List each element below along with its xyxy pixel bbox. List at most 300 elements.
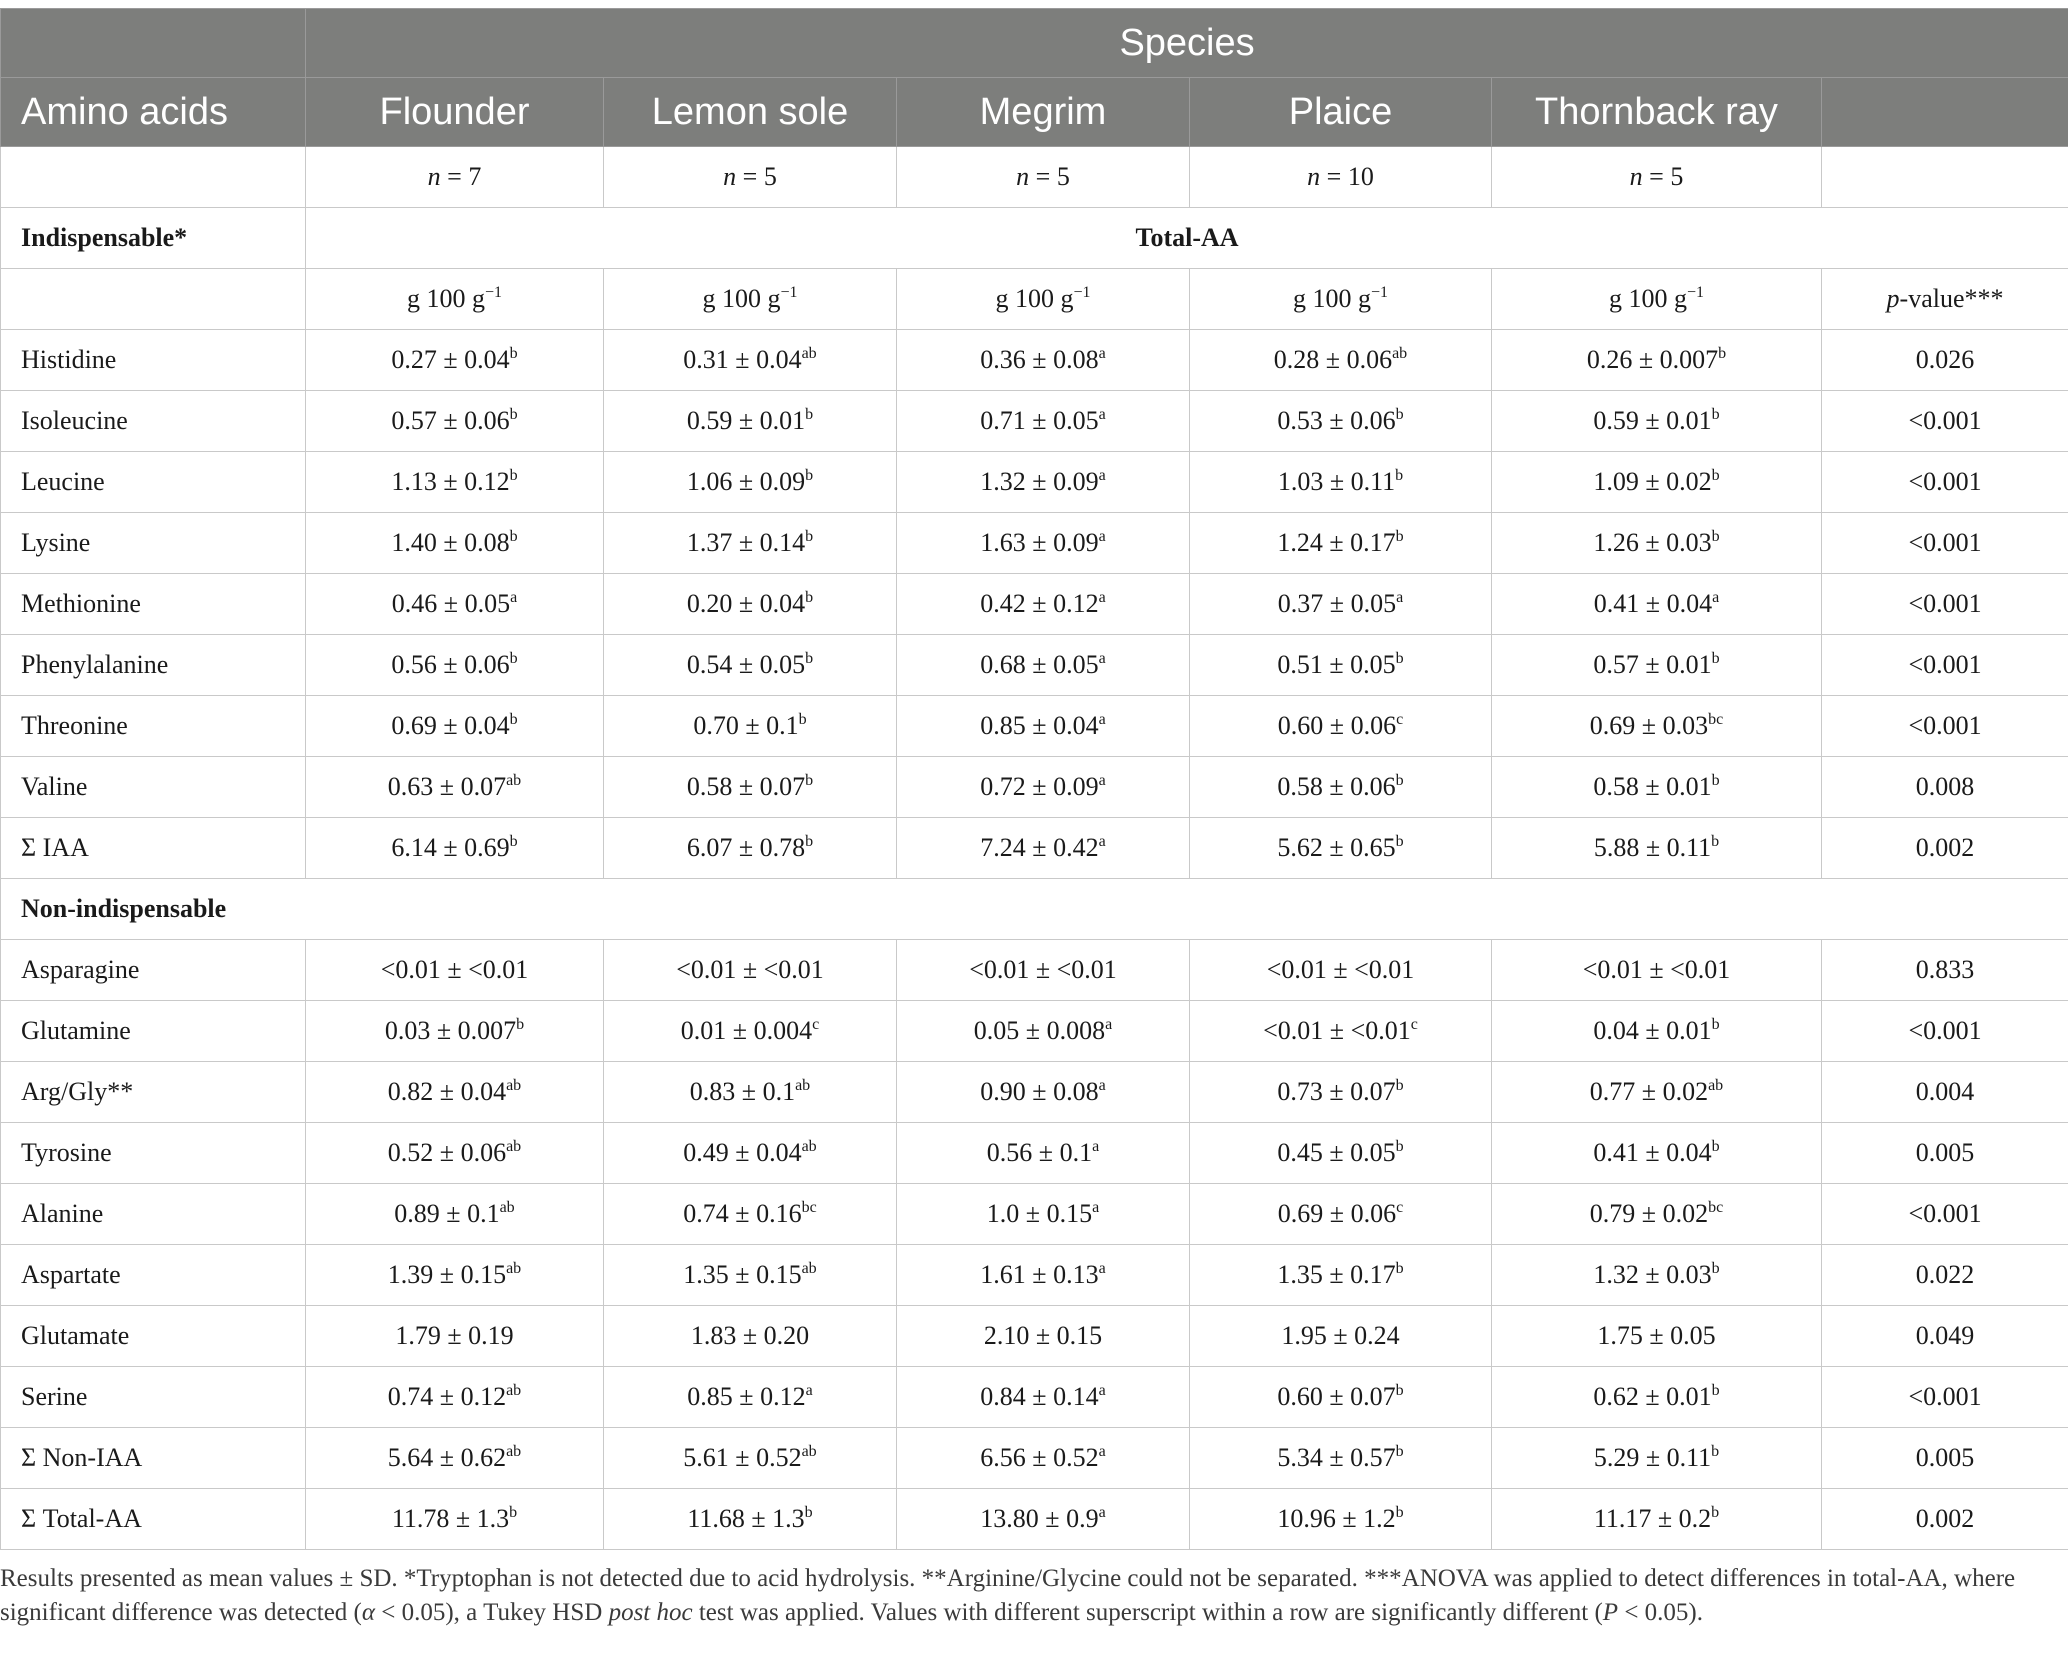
amino-acid-name: Glutamate [1,1306,306,1367]
value-cell [306,1184,604,1245]
significance-letter: b [1711,1138,1720,1155]
mean-sd-value: 0.56 ± 0.06 [391,650,510,679]
mean-sd-value: 0.60 ± 0.06 [1277,711,1397,740]
significance-letter: a [1098,345,1106,362]
value-cell [604,452,897,513]
mean-sd-value: 1.75 ± 0.05 [1597,1321,1716,1350]
significance-letter: ab [795,1077,811,1094]
table-row [1,757,2068,818]
value-cell [1492,513,1822,574]
value-cell [306,757,604,818]
value-cell [604,635,897,696]
mean-sd-value: 0.59 ± 0.01 [1593,406,1712,435]
column-header-row [1,78,2068,147]
amino-acid-name: Arg/Gly** [1,1062,306,1123]
value-cell [1190,757,1492,818]
table-row [1,1428,2068,1489]
significance-letter: a [1098,711,1106,728]
amino-acid-name: Threonine [1,696,306,757]
significance-letter: a [1098,650,1106,667]
value-cell [897,513,1190,574]
table-row [1,1367,2068,1428]
p-value-cell: <0.001 [1822,513,2068,574]
mean-sd-value: 1.13 ± 0.12 [391,467,510,496]
significance-letter: ab [801,345,817,362]
significance-letter: ab [1392,345,1408,362]
significance-letter: b [509,711,518,728]
value-cell [306,1123,604,1184]
amino-acid-name: Isoleucine [1,391,306,452]
mean-sd-value: 5.29 ± 0.11 [1593,1443,1712,1472]
p-value-cell: 0.833 [1822,940,2068,1001]
mean-sd-value: 0.41 ± 0.04 [1593,1138,1712,1167]
value-cell [604,1306,897,1367]
significance-letter: b [1711,1443,1720,1460]
value-cell [1190,513,1492,574]
significance-letter: a [1098,589,1106,606]
value-cell [1190,391,1492,452]
amino-acid-name: Phenylalanine [1,635,306,696]
significance-letter: b [1711,650,1720,667]
significance-letter: a [1092,1138,1100,1155]
significance-letter: ab [506,1077,522,1094]
significance-letter: b [1395,650,1404,667]
amino-acid-name: Σ Total-AA [1,1489,306,1550]
mean-sd-value: 0.28 ± 0.06 [1273,345,1393,374]
table-row [1,574,2068,635]
p-value-cell: <0.001 [1822,1367,2068,1428]
significance-letter: b [1711,1260,1720,1277]
value-cell [1190,696,1492,757]
mean-sd-value: 0.90 ± 0.08 [980,1077,1099,1106]
mean-sd-value: 0.04 ± 0.01 [1593,1016,1712,1045]
significance-letter: b [805,528,814,545]
mean-sd-value: 0.85 ± 0.12 [687,1382,806,1411]
table-row [1,391,2068,452]
value-cell [306,1489,604,1550]
mean-sd-value: <0.01 ± <0.01 [1582,955,1731,984]
value-cell [1190,1062,1492,1123]
mean-sd-value: 1.03 ± 0.11 [1277,467,1396,496]
mean-sd-value: 6.14 ± 0.69 [391,833,510,862]
value-cell [1190,330,1492,391]
significance-letter: b [516,1016,525,1033]
amino-acid-name: Σ IAA [1,818,306,879]
value-cell [306,696,604,757]
unit-cell: g 100 $g^{-1}$ [1492,269,1822,330]
value-cell [1190,1001,1492,1062]
value-cell [1492,940,1822,1001]
value-cell [1492,1001,1822,1062]
value-cell [306,452,604,513]
amino-acid-name: Σ Non-IAA [1,1428,306,1489]
significance-letter: b [1395,772,1404,789]
value-cell [1492,1306,1822,1367]
value-cell [306,1306,604,1367]
species-flounder-header: Flounder [306,78,604,147]
value-cell [1492,1428,1822,1489]
value-cell [897,1184,1190,1245]
mean-sd-value: 0.63 ± 0.07 [387,772,507,801]
value-cell [897,757,1190,818]
significance-letter: a [1098,406,1106,423]
significance-letter: b [1395,1138,1404,1155]
significance-letter: b [1711,467,1720,484]
significance-letter: ab [506,1443,522,1460]
significance-letter: b [1395,1260,1404,1277]
value-cell [604,330,897,391]
significance-letter: b [1711,1504,1720,1521]
value-cell [306,513,604,574]
table-row [1,1245,2068,1306]
n-cell: n = 10 [1190,147,1492,208]
mean-sd-value: 0.69 ± 0.06 [1277,1199,1397,1228]
amino-acid-name: Methionine [1,574,306,635]
mean-sd-value: 0.79 ± 0.02 [1589,1199,1709,1228]
mean-sd-value: 0.73 ± 0.07 [1277,1077,1396,1106]
significance-letter: b [509,406,518,423]
total-aa-group-label: Total-AA [306,208,2068,269]
amino-acid-name: Lysine [1,513,306,574]
significance-letter: c [1396,1199,1404,1216]
significance-letter: ab [506,1138,522,1155]
value-cell [604,1184,897,1245]
significance-letter: a [1098,528,1106,545]
value-cell [897,1001,1190,1062]
p-value-cell: <0.001 [1822,635,2068,696]
significance-letter: ab [801,1138,817,1155]
significance-letter: ab [801,1443,817,1460]
value-cell [306,1367,604,1428]
significance-letter: b [509,1504,518,1521]
value-cell [897,818,1190,879]
value-cell [306,330,604,391]
value-cell [306,1062,604,1123]
mean-sd-value: 0.77 ± 0.02 [1589,1077,1709,1106]
p-value-cell: 0.004 [1822,1062,2068,1123]
mean-sd-value: 13.80 ± 0.9 [980,1504,1099,1533]
table-row [1,1184,2068,1245]
significance-letter: a [1092,1199,1100,1216]
mean-sd-value: 0.37 ± 0.05 [1277,589,1397,618]
significance-letter: b [509,650,518,667]
mean-sd-value: 1.0 ± 0.15 [986,1199,1093,1228]
value-cell [1190,1428,1492,1489]
p-value-cell: <0.001 [1822,1184,2068,1245]
mean-sd-value: 5.64 ± 0.62 [387,1443,507,1472]
mean-sd-value: 0.85 ± 0.04 [980,711,1099,740]
significance-letter: c [1396,711,1404,728]
unit-cell: g 100 $g^{-1}$ [1190,269,1492,330]
mean-sd-value: 0.52 ± 0.06 [387,1138,507,1167]
indispensable-section-row [1,208,2068,269]
mean-sd-value: 5.34 ± 0.57 [1277,1443,1396,1472]
mean-sd-value: 1.32 ± 0.09 [980,467,1099,496]
value-cell [1492,696,1822,757]
value-cell [306,818,604,879]
significance-letter: a [1105,1016,1113,1033]
amino-acid-table [0,8,2068,1550]
p-value-cell: 0.008 [1822,757,2068,818]
significance-letter: b [1395,1504,1404,1521]
significance-letter: a [1098,833,1106,850]
indispensable-label: Indispensable* [1,208,306,269]
value-cell [604,1367,897,1428]
significance-letter: a [1712,589,1720,606]
significance-letter: bc [1708,711,1724,728]
p-value-cell: <0.001 [1822,696,2068,757]
mean-sd-value: 1.40 ± 0.08 [391,528,510,557]
table-row [1,330,2068,391]
value-cell [1492,1367,1822,1428]
value-cell [897,940,1190,1001]
significance-letter: b [1395,1443,1404,1460]
significance-letter: a [1098,1443,1106,1460]
value-cell [1190,1489,1492,1550]
mean-sd-value: 1.37 ± 0.14 [686,528,806,557]
value-cell [604,1245,897,1306]
value-cell [1190,940,1492,1001]
value-cell [604,940,897,1001]
significance-letter: b [509,528,518,545]
significance-letter: a [510,589,518,606]
mean-sd-value: 11.78 ± 1.3 [391,1504,510,1533]
mean-sd-value: 0.41 ± 0.04 [1593,589,1713,618]
amino-acid-name: Histidine [1,330,306,391]
value-cell [1190,818,1492,879]
significance-letter: b [1395,528,1404,545]
n-cell: n = 5 [1492,147,1822,208]
value-cell [604,818,897,879]
p-value-cell: <0.001 [1822,452,2068,513]
amino-acid-name: Asparagine [1,940,306,1001]
significance-letter: b [1395,467,1404,484]
mean-sd-value: 1.83 ± 0.20 [690,1321,810,1350]
significance-letter: ab [506,1260,522,1277]
value-cell [1190,1306,1492,1367]
table-row [1,818,2068,879]
value-cell [604,391,897,452]
value-cell [1492,452,1822,513]
significance-letter: b [509,833,518,850]
significance-letter: ab [499,1199,515,1216]
n-cell: n = 7 [306,147,604,208]
mean-sd-value: 1.35 ± 0.15 [683,1260,802,1289]
significance-letter: b [1395,1077,1404,1094]
significance-letter: a [1098,1382,1106,1399]
significance-letter: a [1098,1077,1106,1094]
mean-sd-value: 1.39 ± 0.15 [387,1260,507,1289]
mean-sd-value: 1.79 ± 0.19 [395,1321,514,1350]
value-cell [897,391,1190,452]
mean-sd-value: 10.96 ± 1.2 [1277,1504,1396,1533]
mean-sd-value: 0.74 ± 0.12 [387,1382,507,1411]
value-cell [306,1001,604,1062]
mean-sd-value: 5.62 ± 0.65 [1277,833,1396,862]
value-cell [897,1367,1190,1428]
value-cell [1492,1489,1822,1550]
amino-acid-name: Serine [1,1367,306,1428]
mean-sd-value: <0.01 ± <0.01 [1263,1016,1411,1045]
amino-acid-table-container [0,8,2068,1550]
significance-letter: b [1711,772,1720,789]
mean-sd-value: <0.01 ± <0.01 [380,955,529,984]
significance-letter: ab [506,1382,522,1399]
value-cell [1492,391,1822,452]
value-cell [1190,574,1492,635]
empty-header-cell [1,9,306,78]
non-indispensable-label: Non-indispensable [1,879,2068,940]
value-cell [1190,452,1492,513]
value-cell [1492,1123,1822,1184]
p-value-cell: <0.001 [1822,1001,2068,1062]
value-cell [604,757,897,818]
significance-letter: b [805,650,814,667]
value-cell [897,1428,1190,1489]
p-value-cell: 0.002 [1822,818,2068,879]
unit-cell: g 100 $g^{-1}$ [306,269,604,330]
value-cell [604,696,897,757]
mean-sd-value: 0.49 ± 0.04 [683,1138,802,1167]
significance-letter: b [805,833,814,850]
significance-letter: ab [801,1260,817,1277]
significance-letter: c [1410,1016,1418,1033]
significance-letter: bc [801,1199,817,1216]
significance-letter: a [1098,1260,1106,1277]
value-cell [306,635,604,696]
mean-sd-value: 5.61 ± 0.52 [683,1443,802,1472]
significance-letter: b [805,467,814,484]
significance-letter: b [509,467,518,484]
table-row [1,1489,2068,1550]
significance-letter: b [1711,528,1720,545]
mean-sd-value: 0.62 ± 0.01 [1593,1382,1712,1411]
value-cell [604,1001,897,1062]
species-header: Species [306,9,2068,78]
significance-letter: b [1395,833,1404,850]
p-value-cell: 0.002 [1822,1489,2068,1550]
value-cell [897,1123,1190,1184]
value-cell [306,391,604,452]
mean-sd-value: 0.31 ± 0.04 [683,345,802,374]
mean-sd-value: 0.54 ± 0.05 [686,650,806,679]
value-cell [897,1062,1190,1123]
p-value-cell: 0.049 [1822,1306,2068,1367]
significance-letter: b [804,1504,813,1521]
mean-sd-value: <0.01 ± <0.01 [969,955,1117,984]
species-header-row [1,9,2068,78]
mean-sd-value: 11.68 ± 1.3 [687,1504,805,1533]
significance-letter: a [805,1382,813,1399]
mean-sd-value: <0.01 ± <0.01 [676,955,824,984]
unit-cell: g 100 $g^{-1}$ [604,269,897,330]
mean-sd-value: 0.58 ± 0.06 [1277,772,1396,801]
value-cell [897,1489,1190,1550]
significance-letter: b [805,589,814,606]
value-cell [1492,1245,1822,1306]
value-cell [306,1428,604,1489]
species-megrim-header: Megrim [897,78,1190,147]
significance-letter: ab [506,772,522,789]
table-row [1,1001,2068,1062]
table-row [1,696,2068,757]
significance-letter: b [1395,1382,1404,1399]
value-cell [604,1489,897,1550]
significance-letter: c [812,1016,820,1033]
significance-letter: a [1098,772,1106,789]
mean-sd-value: 0.26 ± 0.007 [1586,345,1719,374]
value-cell [1492,574,1822,635]
table-row [1,452,2068,513]
pvalue-header: p-value*** [1822,269,2068,330]
p-value-cell: <0.001 [1822,391,2068,452]
significance-letter: b [805,406,814,423]
mean-sd-value: 0.51 ± 0.05 [1277,650,1396,679]
significance-letter: b [798,711,807,728]
value-cell [897,1245,1190,1306]
value-cell [897,1306,1190,1367]
mean-sd-value: 1.26 ± 0.03 [1593,528,1712,557]
amino-acid-name: Tyrosine [1,1123,306,1184]
table-row [1,1306,2068,1367]
mean-sd-value: 0.56 ± 0.1 [986,1138,1093,1167]
significance-letter: b [805,772,814,789]
significance-letter: b [1395,406,1404,423]
mean-sd-value: 7.24 ± 0.42 [980,833,1099,862]
mean-sd-value: 0.69 ± 0.03 [1589,711,1709,740]
amino-acids-header: Amino acids [1,78,306,147]
mean-sd-value: 1.63 ± 0.09 [980,528,1099,557]
mean-sd-value: 0.20 ± 0.04 [686,589,806,618]
table-row [1,513,2068,574]
mean-sd-value: 1.95 ± 0.24 [1281,1321,1400,1350]
mean-sd-value: 0.05 ± 0.008 [973,1016,1106,1045]
value-cell [1492,330,1822,391]
non-indispensable-section-row [1,879,2068,940]
mean-sd-value: 11.17 ± 0.2 [1593,1504,1712,1533]
p-value-cell: 0.005 [1822,1428,2068,1489]
mean-sd-value: 1.09 ± 0.02 [1593,467,1712,496]
mean-sd-value: 0.83 ± 0.1 [689,1077,796,1106]
mean-sd-value: 0.89 ± 0.1 [394,1199,500,1228]
mean-sd-value: 0.27 ± 0.04 [391,345,510,374]
n-cell: n = 5 [604,147,897,208]
value-cell [306,1245,604,1306]
value-cell [604,513,897,574]
amino-acid-name: Alanine [1,1184,306,1245]
empty-header-cell [1822,78,2068,147]
mean-sd-value: <0.01 ± <0.01 [1266,955,1415,984]
mean-sd-value: 0.58 ± 0.01 [1593,772,1712,801]
value-cell [1190,1184,1492,1245]
mean-sd-value: 1.06 ± 0.09 [686,467,806,496]
empty-cell [1,147,306,208]
value-cell [1190,1123,1492,1184]
value-cell [1190,1367,1492,1428]
significance-letter: a [1098,467,1106,484]
value-cell [1190,1245,1492,1306]
mean-sd-value: 0.72 ± 0.09 [980,772,1099,801]
mean-sd-value: 0.70 ± 0.1 [693,711,799,740]
mean-sd-value: 0.42 ± 0.12 [980,589,1099,618]
value-cell [897,635,1190,696]
significance-letter: b [1718,345,1727,362]
value-cell [604,1123,897,1184]
table-row [1,635,2068,696]
amino-acid-name: Aspartate [1,1245,306,1306]
table-row [1,1123,2068,1184]
significance-letter: b [1711,406,1720,423]
